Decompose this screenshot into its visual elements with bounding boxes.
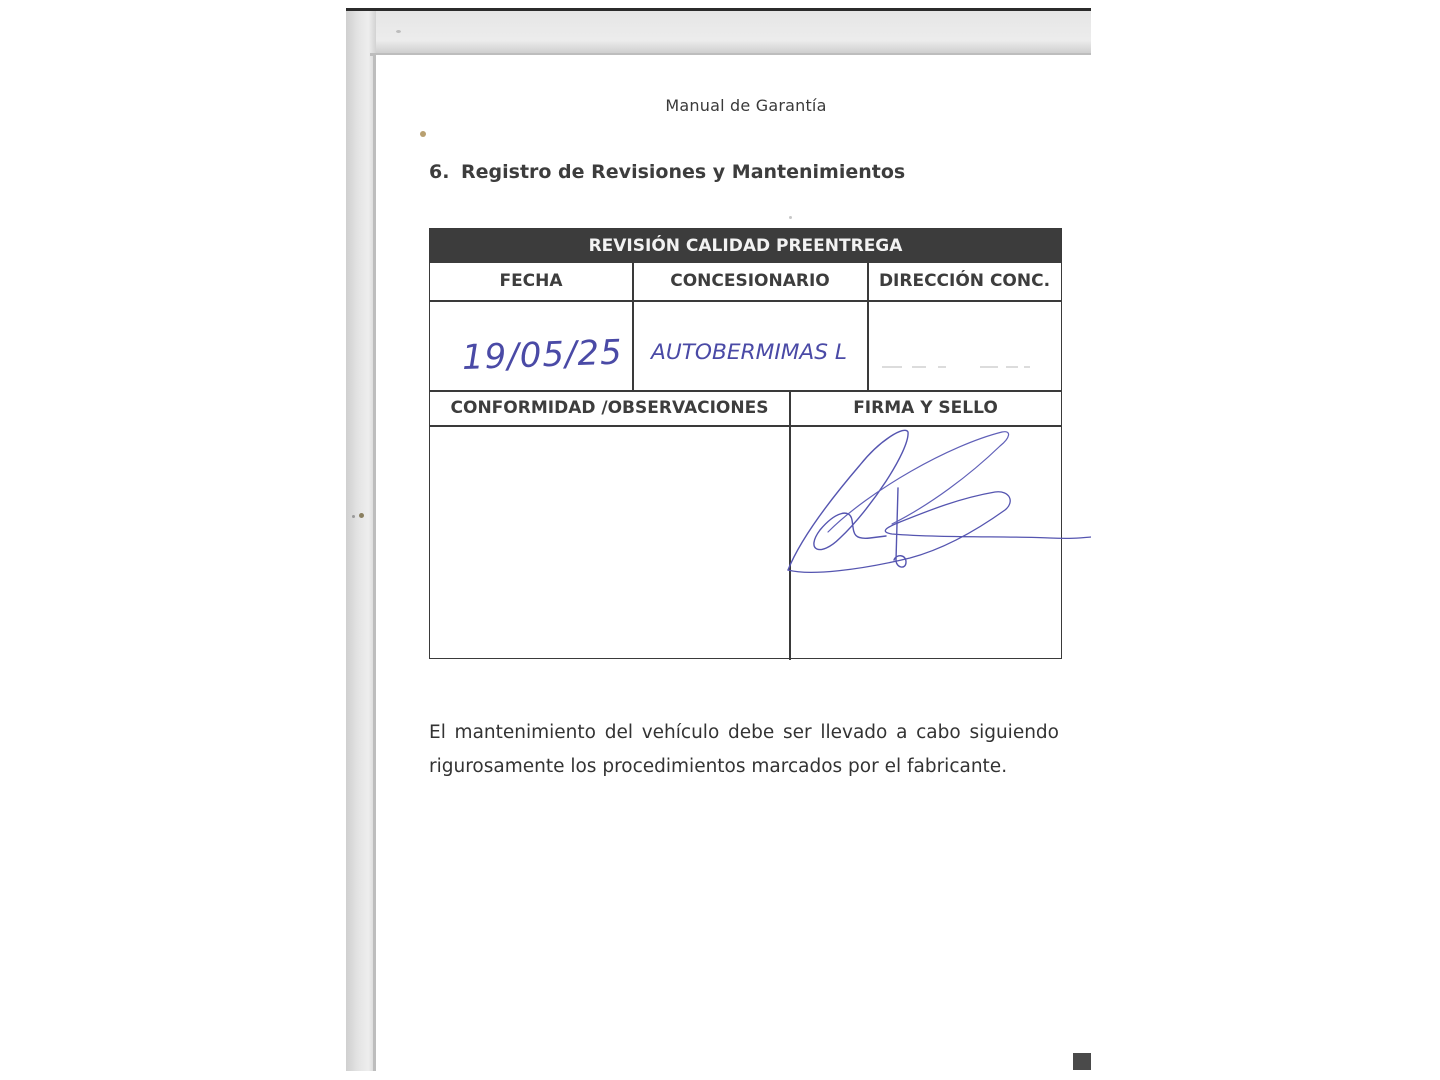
scan-speck bbox=[420, 131, 426, 137]
signature-scribble bbox=[780, 420, 1091, 580]
scan-speck bbox=[396, 30, 401, 33]
handwritten-date bbox=[430, 301, 632, 390]
section-heading bbox=[429, 161, 905, 183]
scan-left-margin-shadow bbox=[346, 11, 376, 1071]
column-header-dealer: CONCESIONARIO bbox=[670, 271, 830, 291]
scan-speck bbox=[352, 515, 355, 518]
scan-speck bbox=[359, 513, 364, 518]
signature-stroke bbox=[788, 430, 908, 570]
signature-stroke bbox=[894, 488, 906, 567]
column-header-signature: FIRMA Y SELLO bbox=[853, 398, 998, 418]
document-header-title: Manual de Garantía bbox=[665, 96, 827, 115]
column-header-date: FECHA bbox=[499, 271, 563, 291]
signature-stroke bbox=[828, 432, 1009, 532]
scan-speck bbox=[789, 216, 792, 219]
section-title: Registro de Revisiones y Mantenimientos bbox=[461, 161, 906, 183]
maintenance-paragraph: El mantenimiento del vehículo debe ser llevado a cabo siguiendo rigurosamente los procedimientos marcados por el fabricante. bbox=[429, 722, 1059, 777]
column-header-dealer-address: DIRECCIÓN CONC. bbox=[878, 271, 1051, 291]
scan-corner-mark bbox=[1073, 1053, 1091, 1070]
handwritten-date-text: 19/05/25 bbox=[461, 332, 624, 379]
dealer-address-cell bbox=[868, 301, 1061, 390]
date-cell bbox=[430, 301, 632, 390]
faint-address-marks bbox=[868, 301, 1061, 390]
column-header-remarks: CONFORMIDAD /OBSERVACIONES bbox=[450, 398, 769, 418]
handwritten-dealer bbox=[633, 301, 867, 390]
remarks-cell bbox=[430, 426, 789, 658]
form-title: REVISIÓN CALIDAD PREENTREGA bbox=[430, 229, 1061, 263]
handwritten-dealer-text: AUTOBERMIMAS L bbox=[648, 340, 847, 364]
scan-top-margin-shadow bbox=[376, 11, 1091, 53]
signature-stroke bbox=[788, 492, 1091, 573]
section-number: 6. bbox=[429, 161, 450, 183]
dealer-cell bbox=[633, 301, 867, 390]
